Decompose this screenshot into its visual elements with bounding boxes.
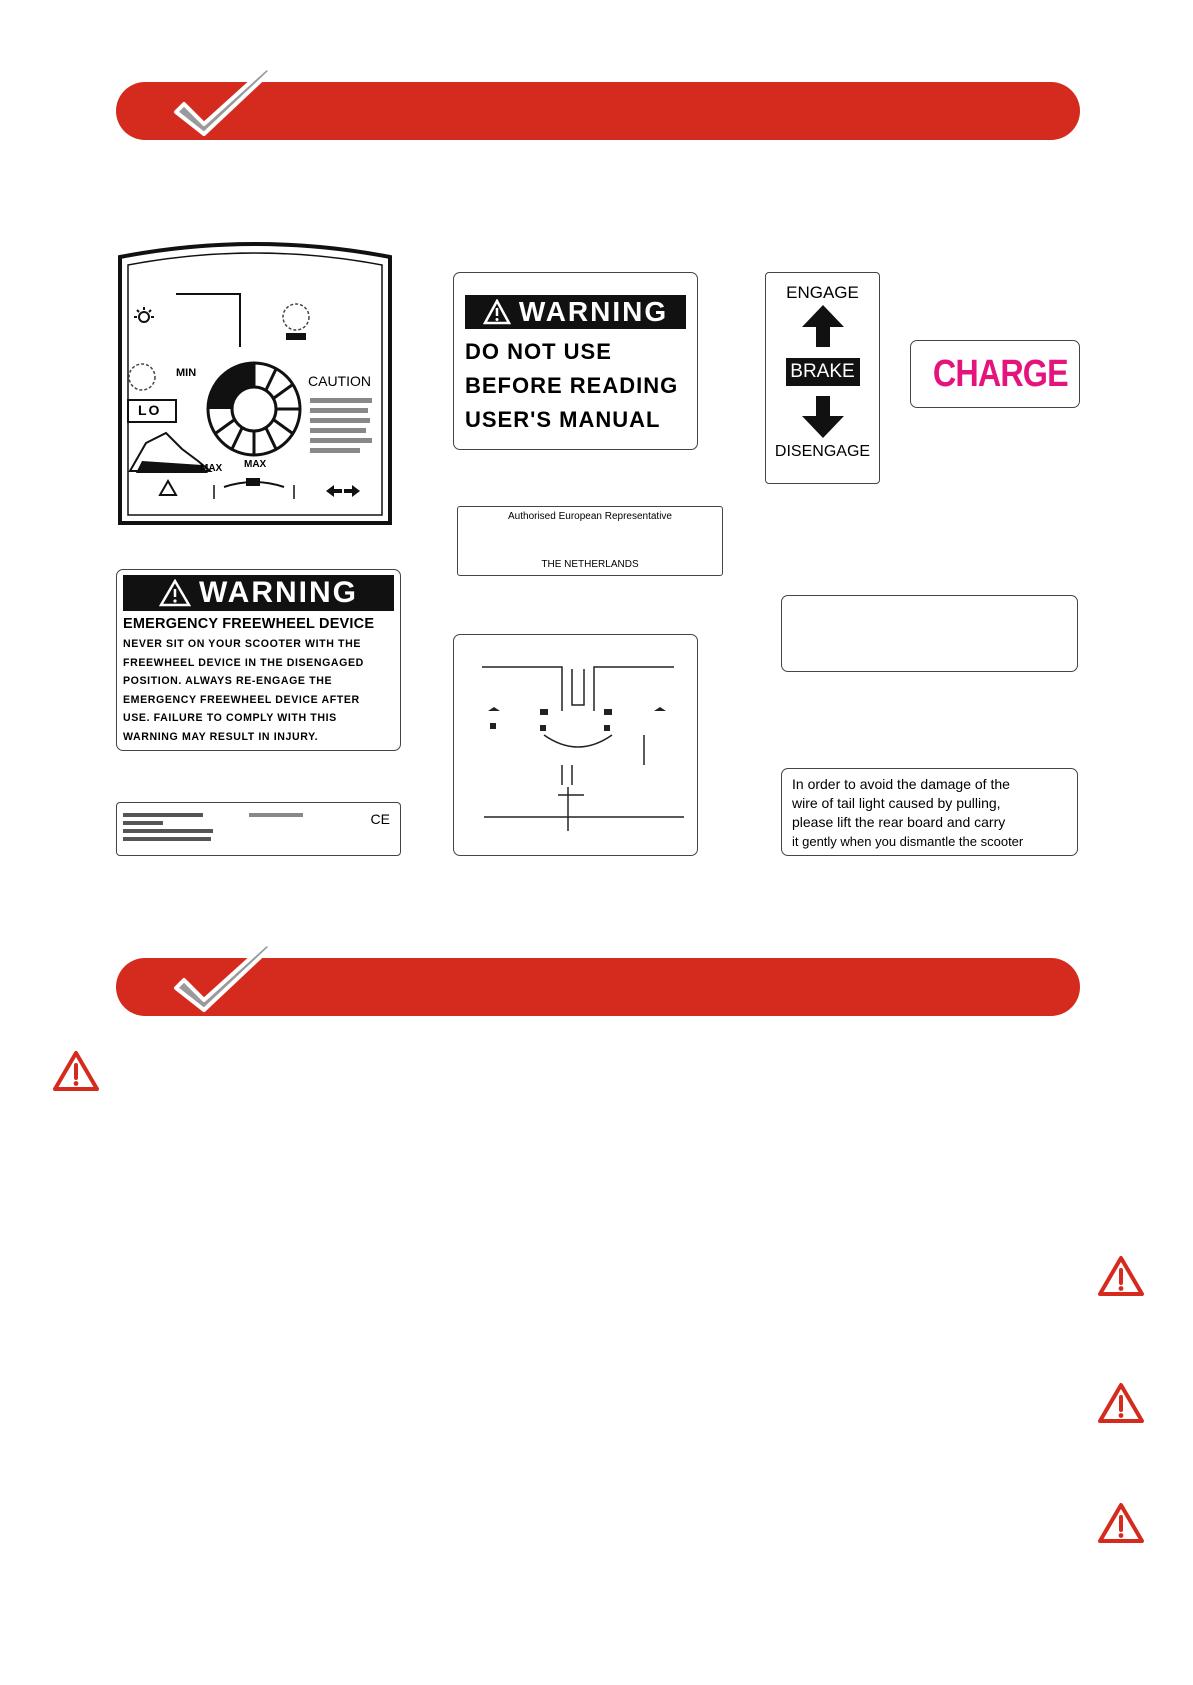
warning-manual-line-2: BEFORE READING [465,373,679,398]
console-panel-label [116,237,394,527]
warning-manual-line-3: USER'S MANUAL [465,407,661,432]
rep-line-1: Authorised European Representative [508,511,672,522]
warning-triangle-icon [159,579,191,607]
blank-label [781,595,1078,672]
console-lo-label: LO [138,402,162,418]
engage-text: ENGAGE [786,283,859,302]
tail-light-line-4: it gently when you dismantle the scooter [792,834,1024,849]
european-representative-label [457,506,723,576]
warning-manual-header [465,295,686,329]
warning-manual-title: WARNING [518,296,669,327]
warning-triangle-icon [1097,1382,1145,1424]
tail-light-line-3: please lift the rear board and carry [792,814,1006,830]
rep-line-2 [458,523,722,535]
console-max-left: MAX [200,463,223,474]
warning-triangle-icon [1097,1255,1145,1297]
freewheel-warning-title: WARNING [199,576,358,609]
freewheel-warning-header [123,575,394,611]
rep-line-3 [458,535,722,547]
warning-manual-line-1: DO NOT USE [465,339,612,364]
freewheel-line-3: POSITION. ALWAYS RE-ENGAGE THE [123,675,333,687]
rep-line-5: THE NETHERLANDS [541,559,639,570]
model-serial-label [116,802,401,856]
freewheel-line-6: WARNING MAY RESULT IN INJURY. [123,730,319,743]
console-caution-text [310,393,380,458]
warning-triangle-icon [52,1050,100,1092]
freewheel-line-2: FREEWHEEL DEVICE IN THE DISENGAGED [123,656,364,669]
assembly-diagram-drawing [454,635,699,857]
brake-text: BRAKE [786,358,860,386]
arrow-up-icon [766,303,881,349]
tail-light-line-1: In order to avoid the damage of the [792,776,1010,792]
console-caution-title: CAUTION [308,373,371,389]
warning-triangle-icon [483,299,511,325]
console-max-center: MAX [244,459,267,470]
arrow-down-icon [766,392,881,440]
warning-triangle-icon [1097,1502,1145,1544]
charge-text: CHARGE [932,352,1068,395]
brake-lever-label [765,272,880,484]
freewheel-warning-label [116,569,401,751]
freewheel-line-5: USE. FAILURE TO COMPLY WITH THIS [123,712,337,724]
charge-label [910,340,1080,408]
freewheel-line-1: NEVER SIT ON YOUR SCOOTER WITH THE [123,638,361,650]
freewheel-line-4: EMERGENCY FREEWHEEL DEVICE AFTER [123,693,360,706]
rep-line-4 [458,547,722,559]
console-min-label: MIN [176,367,197,379]
assembly-diagram-label [453,634,698,856]
checkmark-icon [170,66,280,150]
tail-light-notice-label [781,768,1078,856]
freewheel-device-title: EMERGENCY FREEWHEEL DEVICE [123,616,375,632]
checkmark-icon [170,942,280,1026]
disengage-text: DISENGAGE [774,443,871,460]
ce-mark: CE [370,811,390,827]
tail-light-line-2: wire of tail light caused by pulling, [792,795,1001,811]
warning-manual-label [453,272,698,450]
